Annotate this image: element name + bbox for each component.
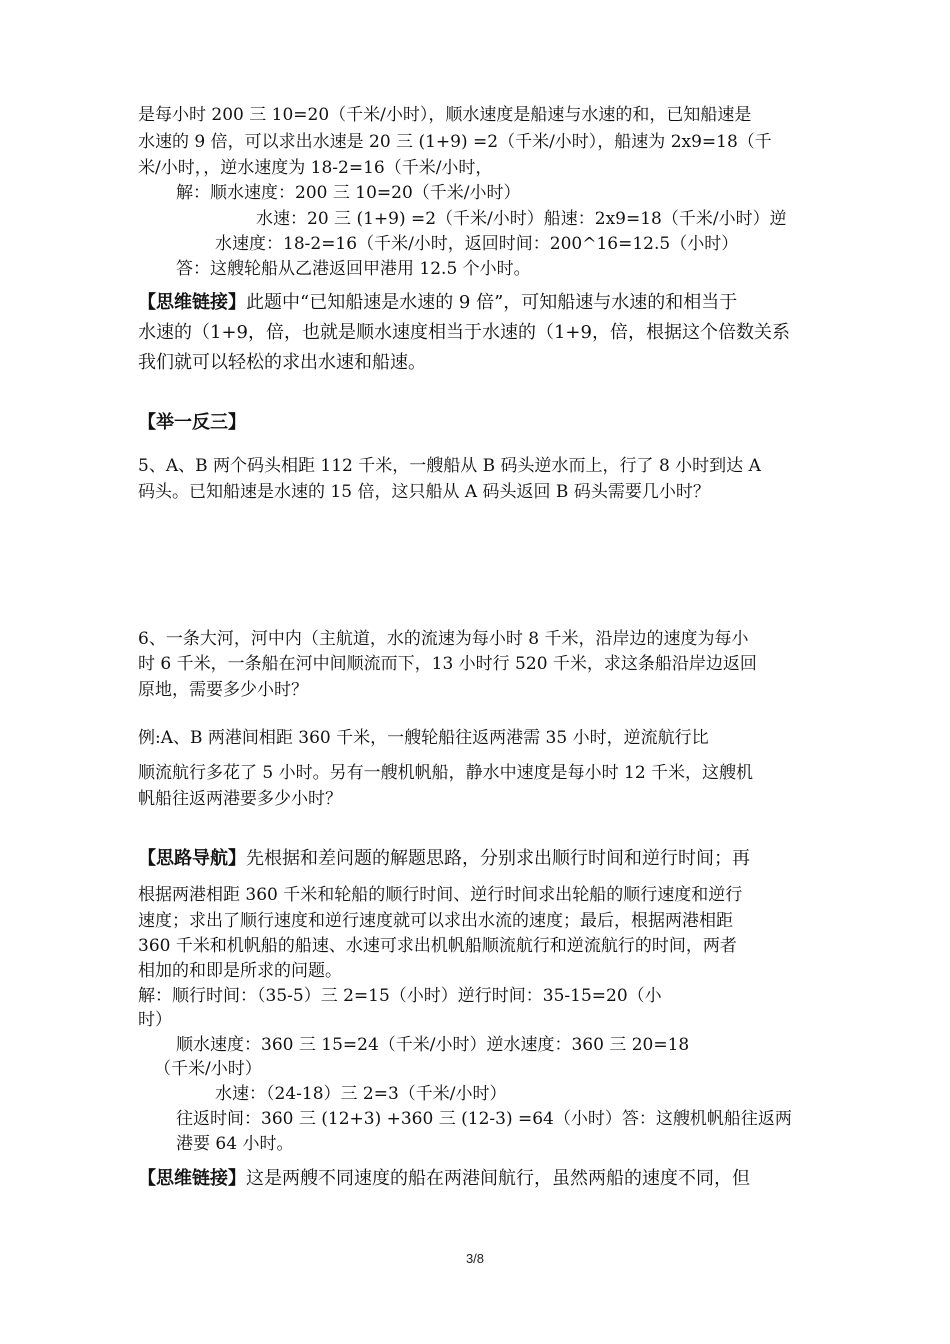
solution2-line-7: 港要 64 小时。: [176, 1134, 294, 1154]
thinking-link-1-line-3: 我们就可以轻松的求出水速和船速。: [138, 352, 426, 373]
solution2-line-2: 时）: [138, 1010, 172, 1030]
thinking-link-1-line-1: [138, 292, 737, 314]
thinking-link-2-line-1: [138, 1168, 750, 1190]
example-line-3: 帆船往返两港要多少小时？: [138, 789, 342, 809]
solution1-line-3: 水速度：18-2=16（千米/小时，返回时间：200^16=12.5（小时）: [215, 234, 739, 254]
thinking-link-tag: 【思维链接】: [138, 1168, 246, 1189]
intro-line-2: 水速的 9 倍，可以求出水速是 20 三 (1+9) =2（千米/小时），船速为 2x9=18（千: [138, 132, 772, 152]
thinking-link-tag: 【思维链接】: [138, 292, 246, 313]
route-nav-text: 先根据和差问题的解题思路，分别求出顺行时间和逆行时间；再: [246, 848, 750, 869]
solution1-line-1: 解：顺水速度：200 三 10=20（千米/小时）: [176, 183, 521, 203]
route-nav-line-1: [138, 848, 750, 870]
route-nav-line-5: 相加的和即是所求的问题。: [138, 961, 342, 981]
problem5-line-1: 5、A、B 两个码头相距 112 千米，一艘船从 B 码头逆水而上，行了 8 小时到达 A: [138, 456, 761, 476]
route-nav-line-3: 速度；求出了顺行速度和逆行速度就可以求出水流的速度；最后，根据两港相距: [138, 911, 733, 931]
problem6-line-2: 时 6 千米，一条船在河中间顺流而下，13 小时行 520 千米，求这条船沿岸边返回: [138, 654, 757, 674]
page-number: 3/8: [465, 1251, 485, 1266]
route-nav-line-2: 根据两港相距 360 千米和轮船的顺行时间、逆行时间求出轮船的顺行速度和逆行: [138, 885, 743, 905]
solution2-line-5: 水速：（24-18）三 2=3（千米/小时）: [215, 1084, 507, 1104]
solution1-answer: 答：这艘轮船从乙港返回甲港用 12.5 个小时。: [176, 259, 531, 279]
problem6-line-1: 6、一条大河，河中内（主航道，水的流速为每小时 8 千米，沿岸边的速度为每小: [138, 629, 749, 649]
thinking-link-text: 这是两艘不同速度的船在两港间航行，虽然两船的速度不同，但: [246, 1168, 750, 1189]
solution2-line-4: （千米/小时）: [154, 1059, 262, 1079]
solution2-line-1: 解：顺行时间：（35-5）三 2=15（小时）逆行时间：35-15=20（小: [138, 986, 662, 1006]
route-nav-line-4: 360 千米和机帆船的船速、水速可求出机帆船顺流航行和逆流航行的时间，两者: [138, 936, 737, 956]
thinking-link-text: 此题中“已知船速是水速的 9 倍”，可知船速与水速的和相当于: [246, 292, 738, 313]
problem6-line-3: 原地，需要多少小时？: [138, 680, 308, 700]
example-line-2: 顺流航行多花了 5 小时。另有一艘机帆船，静水中速度是每小时 12 千米，这艘机: [138, 763, 754, 783]
thinking-link-1-line-2: 水速的（1+9，倍，也就是顺水速度相当于水速的（1+9，倍，根据这个倍数关系: [138, 322, 790, 343]
intro-line-3: 米/小时，，逆水速度为 18-2=16（千米/小时，: [138, 158, 493, 178]
route-nav-tag: 【思路导航】: [138, 848, 246, 869]
section-heading: 【举一反三】: [138, 412, 246, 433]
solution2-line-6: 往返时间：360 三 (12+3) +360 三 (12-3) =64（小时）答：这艘机帆船往返两: [176, 1109, 792, 1129]
solution1-line-2: 水速：20 三 (1+9) =2（千米/小时）船速：2x9=18（千米/小时）逆: [256, 209, 787, 229]
problem5-line-2: 码头。已知船速是水速的 15 倍，这只船从 A 码头返回 B 码头需要几小时？: [138, 482, 710, 502]
intro-line-1: 是每小时 200 三 10=20（千米/小时），顺水速度是船速与水速的和，已知船速是: [138, 105, 752, 125]
solution2-line-3: 顺水速度：360 三 15=24（千米/小时）逆水速度：360 三 20=18: [176, 1035, 690, 1055]
example-line-1: 例:A、B 两港间相距 360 千米，一艘轮船往返两港需 35 小时，逆流航行比: [138, 728, 709, 748]
